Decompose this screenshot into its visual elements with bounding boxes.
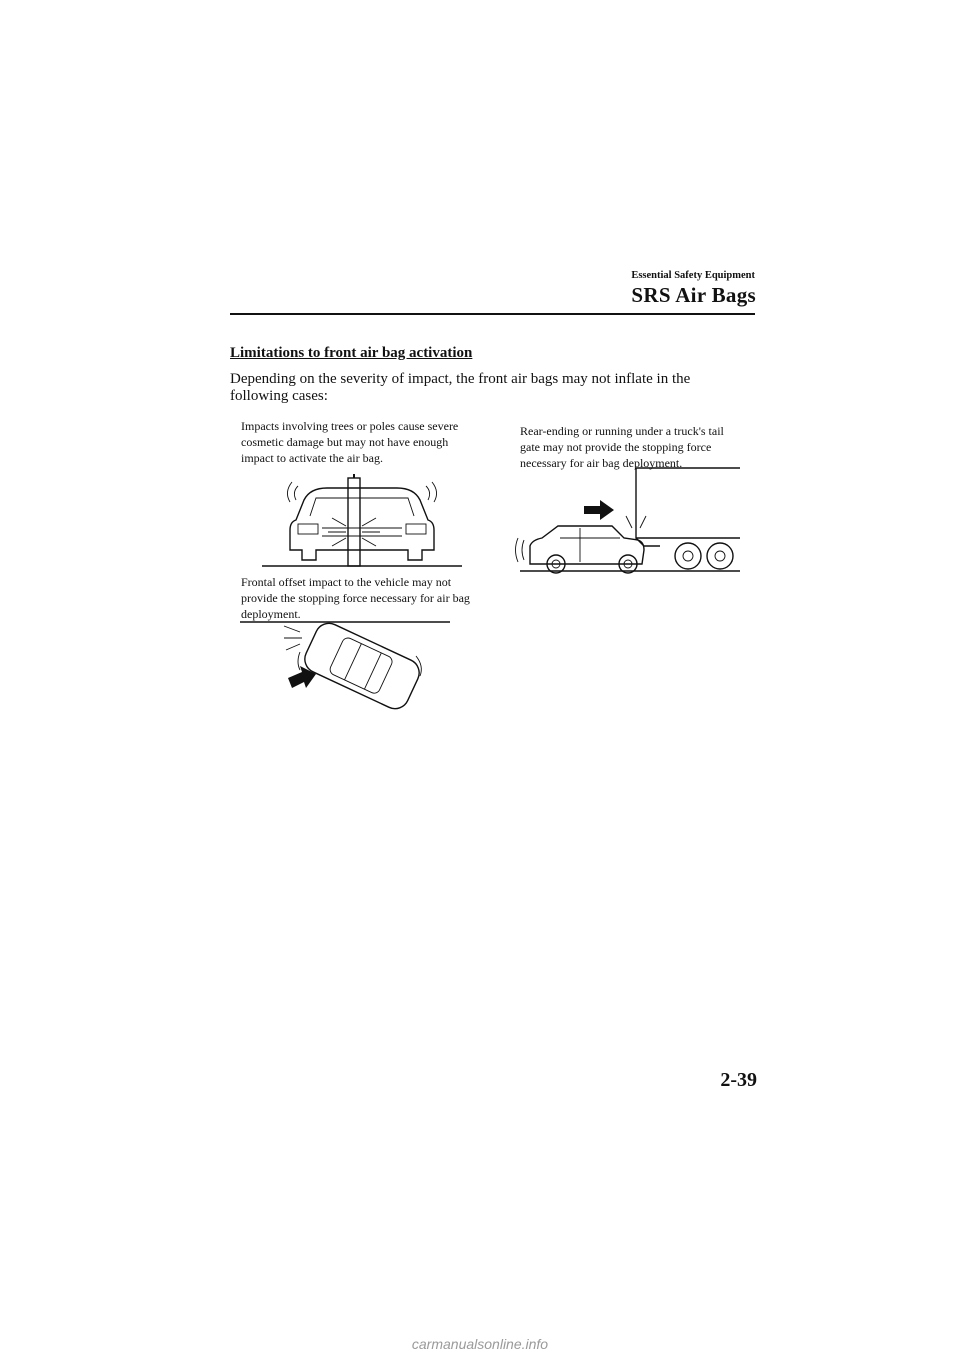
- pole-impact-illustration: [262, 478, 462, 578]
- limitations-heading: Limitations to front air bag activation: [230, 345, 473, 361]
- truck-underride-caption: Rear-ending or running under a truck's tail gate may not provide the stopping force necessary for air bag deployment.: [520, 424, 724, 470]
- offset-impact-illustration: [240, 622, 450, 707]
- watermark-footer: carmanualsonline.info: [411, 1336, 549, 1352]
- intro-paragraph: Depending on the severity of impact, the front air bags may not inflate in the following cases:: [230, 371, 691, 404]
- section-title: SRS Air Bags: [631, 283, 756, 307]
- offset-impact-caption: Frontal offset impact to the vehicle may not provide the stopping force necessary for air bag deployment.: [241, 575, 470, 621]
- truck-underride-illustration: [520, 468, 740, 578]
- header-rule: [230, 313, 755, 315]
- section-label: Essential Safety Equipment: [631, 270, 755, 281]
- pole-impact-caption: Impacts involving trees or poles cause severe cosmetic damage but may not have enough impact to activate the air bag.: [241, 419, 459, 465]
- page-number: 2-39: [720, 1069, 757, 1091]
